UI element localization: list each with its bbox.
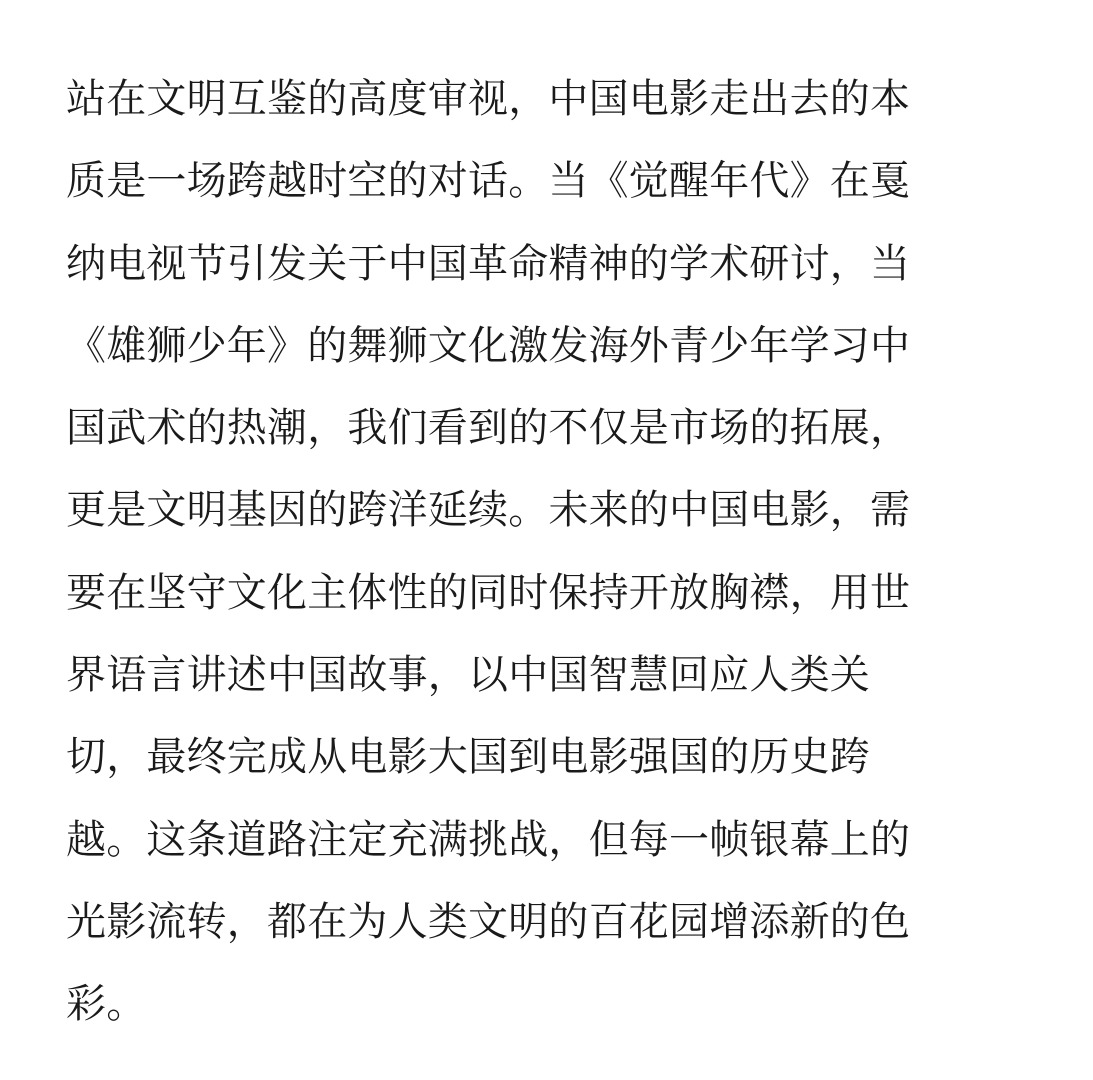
paragraph-line: 彩。 <box>66 981 147 1028</box>
article-body <box>66 58 1036 1046</box>
paragraph-line: 站在文明互鉴的高度审视，中国电影走出去的本 <box>66 76 911 122</box>
paragraph-line: 国武术的热潮，我们看到的不仅是市场的拓展， <box>66 405 911 452</box>
paragraph-line: 质是一场跨越时空的对话。当《觉醒年代》在戛 <box>66 158 911 205</box>
paragraph-line: 切，最终完成从电影大国到电影强国的历史跨 <box>66 734 870 781</box>
paragraph-line: 《雄狮少年》的舞狮文化激发海外青少年学习中 <box>66 322 911 369</box>
paragraph-line: 越。这条道路注定充满挑战，但每一帧银幕上的 <box>66 816 911 863</box>
paragraph-line: 界语言讲述中国故事，以中国智慧回应人类关 <box>66 652 870 699</box>
paragraph-line: 纳电视节引发关于中国革命精神的学术研讨，当 <box>66 240 911 287</box>
paragraph-line: 光影流转，都在为人类文明的百花园增添新的色 <box>66 898 911 945</box>
paragraph-line: 更是文明基因的跨洋延续。未来的中国电影，需 <box>66 487 911 534</box>
paragraph-line: 要在坚守文化主体性的同时保持开放胸襟，用世 <box>66 569 911 616</box>
